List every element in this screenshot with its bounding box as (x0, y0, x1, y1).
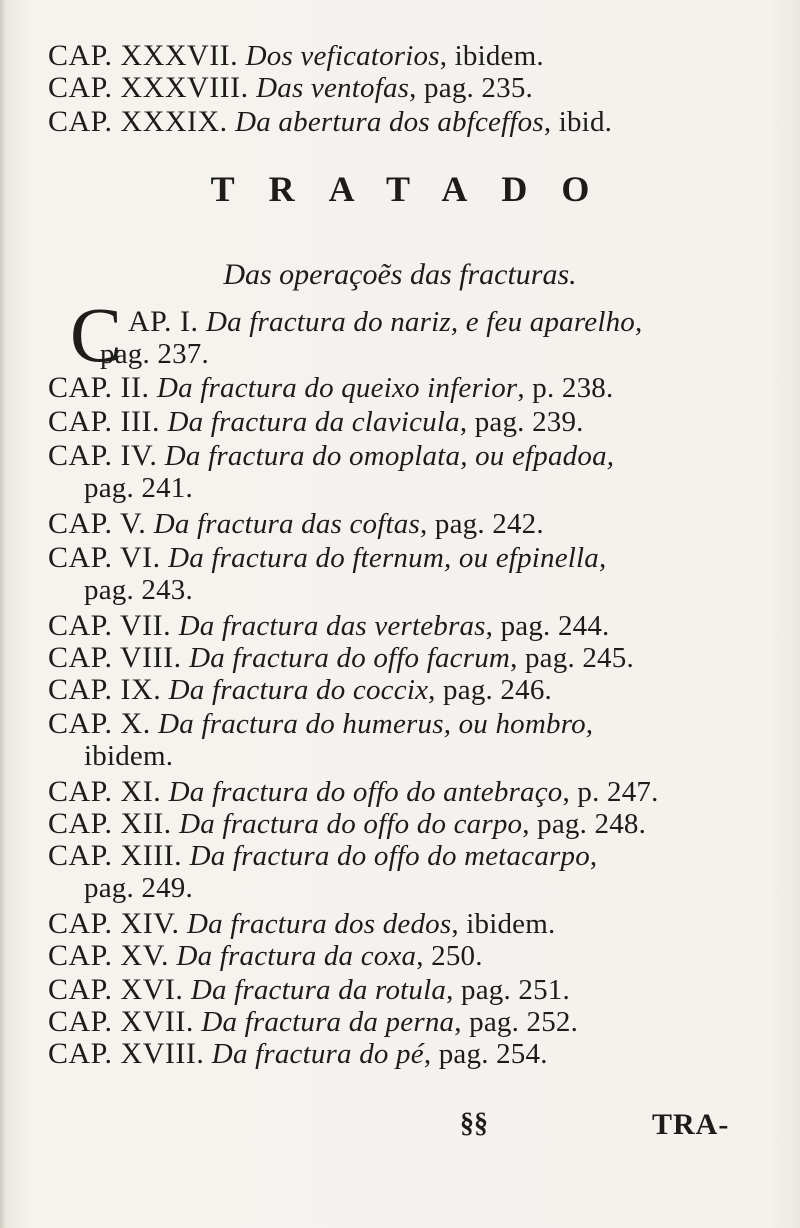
page-reference: , pag. 245. (510, 642, 634, 674)
toc-entry (48, 508, 544, 540)
chapter-title: Da fractura do fternum (168, 542, 444, 574)
chapter-number: CAP. XII. (48, 807, 172, 840)
chapter-title: Da fractura do humerus (158, 708, 444, 740)
chapter-number: CAP. IX. (48, 673, 162, 706)
page-reference: , ou efpinella, (443, 542, 607, 574)
chapter-title: Da fractura das vertebras (178, 610, 486, 642)
page-reference: , ou hombro, (443, 708, 594, 740)
page-reference: , pag. 239. (459, 406, 584, 438)
chapter-title: Dos veficatorios (245, 40, 440, 72)
toc-entry (48, 372, 613, 404)
toc-entry (48, 406, 584, 438)
catchword: TRA- (652, 1108, 730, 1141)
chapter-number: CAP. VIII. (48, 641, 182, 674)
page-reference: , pag. 244. (485, 610, 610, 642)
chapter-title: Da fractura do offo do carpo (179, 808, 523, 840)
toc-entry (48, 776, 659, 808)
toc-entry (48, 40, 544, 72)
toc-entry (48, 72, 533, 104)
chapter-title: Da fractura da coxa (176, 940, 417, 972)
chapter-number: CAP. VI. (48, 541, 161, 574)
chapter-title: Da fractura do offo do metacarpo (189, 840, 590, 872)
chapter-title: Da fractura da clavicula (167, 406, 460, 438)
chapter-title: Da fractura do offo do antebraço (168, 776, 563, 808)
toc-entry-continuation: pag. 249. (84, 872, 193, 904)
chapter-number: CAP. V. (48, 507, 147, 540)
chapter-number: CAP. XVIII. (48, 1037, 205, 1070)
section-heading: TRATADO (210, 169, 624, 209)
page-reference: , 250. (416, 940, 483, 972)
page-reference: , pag. 252. (454, 1006, 579, 1038)
toc-entry-continuation: pag. 237. (100, 338, 209, 370)
toc-entry (48, 642, 634, 674)
drop-cap: C (70, 291, 123, 378)
page-reference: , ibid. (543, 106, 613, 138)
toc-entry-continuation: pag. 241. (84, 472, 193, 504)
chapter-number: CAP. III. (48, 405, 161, 438)
chapter-number: CAP. XXXIX. (48, 105, 228, 138)
toc-entry (48, 674, 552, 706)
signature-mark: §§ (460, 1108, 488, 1139)
chapter-title: Da fractura do coccix (168, 674, 429, 706)
toc-entry (48, 908, 555, 940)
toc-entry (48, 440, 614, 472)
chapter-title: Da fractura da rotula (190, 974, 447, 1006)
chapter-title: Da fractura do queixo inferior (156, 372, 518, 404)
chapter-title: Da abertura dos abfceffos (235, 106, 544, 138)
chapter-number: CAP. VII. (48, 609, 172, 642)
page-reference: , e feu aparelho, (450, 306, 643, 338)
toc-entry-continuation: ibidem. (84, 740, 174, 772)
chapter-number: CAP. XXXVIII. (48, 71, 249, 104)
page-reference: , pag. 251. (446, 974, 570, 1006)
page-reference: , p. 238. (517, 372, 614, 404)
chapter-number: CAP. XXXVII. (48, 39, 239, 72)
toc-entry (48, 106, 612, 138)
chapter-number: CAP. XI. (48, 775, 162, 808)
toc-entry (48, 708, 593, 740)
page-reference: , pag. 254. (423, 1038, 548, 1070)
chapter-number: CAP. XVII. (48, 1005, 194, 1038)
toc-entry-continuation: pag. 243. (84, 574, 193, 606)
page-reference: , ou efpadoa, (460, 440, 615, 472)
page-reference: , ibidem. (451, 908, 556, 940)
section-subtitle: Das operaçoẽs das fracturas. (223, 258, 577, 291)
chapter-number: AP. I. (128, 305, 199, 338)
toc-entry (48, 542, 606, 574)
chapter-title: Da fractura do nariz (205, 306, 451, 338)
toc-entry (48, 1006, 578, 1038)
page-reference: , pag. 235. (409, 72, 533, 104)
toc-entry (48, 610, 610, 642)
chapter-number: CAP. XIV. (48, 907, 180, 940)
toc-entry (48, 808, 646, 840)
chapter-number: CAP. XIII. (48, 839, 183, 872)
page-reference: , pag. 242. (419, 508, 544, 540)
chapter-title: Da fractura do omoplata (164, 440, 461, 472)
page-reference: , p. 247. (562, 776, 659, 808)
chapter-number: CAP. XV. (48, 939, 169, 972)
chapter-title: Da fractura do pé (211, 1038, 424, 1070)
chapter-title: Da fractura das coftas (153, 508, 420, 540)
toc-entry (48, 840, 597, 872)
chapter-number: CAP. II. (48, 371, 150, 404)
page-reference: , pag. 248. (522, 808, 647, 840)
chapter-number: CAP. IV. (48, 439, 158, 472)
chapter-title: Das ventofas (256, 72, 410, 104)
chapter-number: CAP. X. (48, 707, 151, 740)
page-reference: , ibidem. (439, 40, 544, 72)
page-reference: , (589, 840, 598, 872)
chapter-title: Da fractura da perna (201, 1006, 455, 1038)
toc-entry (48, 1038, 548, 1070)
chapter-title: Da fractura dos dedos (186, 908, 452, 940)
toc-entry-first (128, 306, 642, 338)
toc-entry (48, 974, 570, 1006)
toc-entry (48, 940, 483, 972)
page-reference: , pag. 246. (428, 674, 552, 706)
chapter-title: Da fractura do offo facrum (189, 642, 511, 674)
chapter-number: CAP. XVI. (48, 973, 184, 1006)
